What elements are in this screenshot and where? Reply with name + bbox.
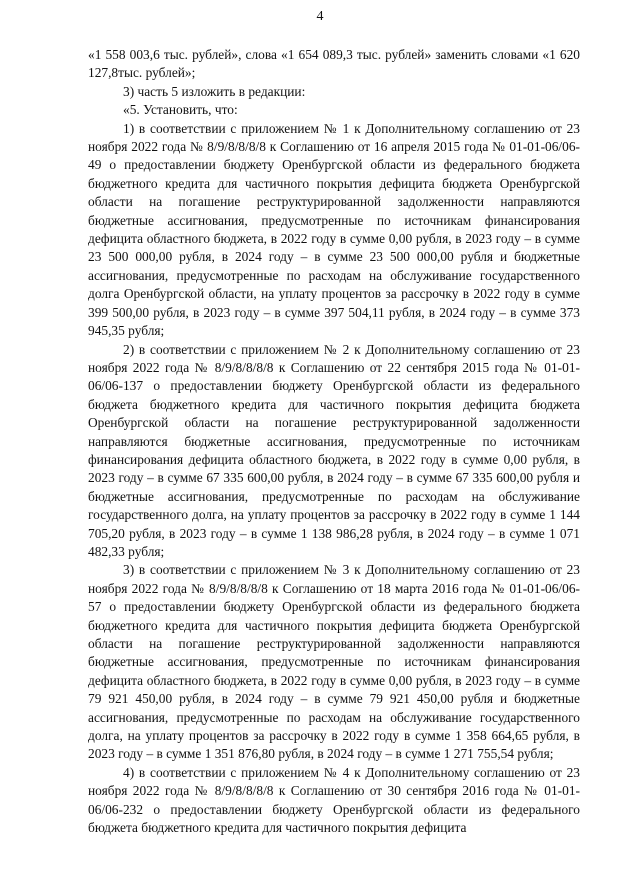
paragraph-subitem-4: 4) в соответствии с приложением № 4 к Дополнительному соглашению от 23 ноября 2022 года № 8/9/8/8/8/8 к Соглашению от 30 сентября 2016 года № 01-01-06/06-232 о предоставлении бюджету Оренбургской области из федерального бюджета бюджетного кредита для частичного покрытия дефицита xyxy=(88,764,580,836)
paragraph-subitem-1: 1) в соответствии с приложением № 1 к Дополнительному соглашению от 23 ноября 2022 года № 8/9/8/8/8/8 к Соглашению от 16 апреля 2015 года № 01-01-06/06-49 о предоставлении бюджету Оренбургской области из федерального бюджета бюджетного кредита для частичного покрытия дефицита бюджета Оренбургской области на погашение реструктурированной задолженности направляются бюджетные ассигнования, предусмотренные по источникам финансирования дефицита областного бюджета, в 2022 году в сумме 0,00 рубля, в 2023 году – в сумме 23 500 000,00 рубля, в 2024 году – в сумме 23 500 000,00 рубля и бюджетные ассигнования, предусмотренные по расходам на обслуживание государственного долга Оренбургской области, на уплату процентов за рассрочку в 2022 году в сумме 399 500,00 рубля, в 2023 году – в сумме 397 504,11 рубля, в 2024 году – в сумме 373 945,35 рубля; xyxy=(88,120,580,339)
paragraph-subitem-2: 2) в соответствии с приложением № 2 к Дополнительному соглашению от 23 ноября 2022 года № 8/9/8/8/8/8 к Соглашению от 22 сентября 2015 года № 01-01-06/06-137 о предоставлении бюджету Оренбургской области из федерального бюджета бюджетного кредита для частичного покрытия дефицита бюджета Оренбургской области на погашение реструктурированной задолженности направляются бюджетные ассигнования, предусмотренные по источникам финансирования дефицита областного бюджета, в 2022 году в сумме 0,00 рубля, в 2023 году – в сумме 67 335 600,00 рубля, в 2024 году – в сумме 67 335 600,00 рубля и бюджетные ассигнования, предусмотренные по расходам на обслуживание государственного долга, на уплату процентов за рассрочку в 2022 году в сумме 1 144 705,20 рубля, в 2023 году – в сумме 1 138 986,28 рубля, в 2024 году – в сумме 1 071 482,33 рубля; xyxy=(88,341,580,559)
paragraph-item-3: 3) часть 5 изложить в редакции: xyxy=(123,83,306,99)
paragraph-subitem-3: 3) в соответствии с приложением № 3 к Дополнительному соглашению от 23 ноября 2022 года № 8/9/8/8/8/8 к Соглашению от 18 марта 2016 года № 01-01-06/06-57 о предоставлении бюджету Оренбургской области из федерального бюджета бюджетного кредита для частичного покрытия дефицита бюджета Оренбургской области на погашение реструктурированной задолженности направляются бюджетные ассигнования, предусмотренные по источникам финансирования дефицита областного бюджета, в 2022 году в сумме 0,00 рубля, в 2023 году – в сумме 79 921 450,00 рубля, в 2024 году – в сумме 79 921 450,00 рубля и бюджетные ассигнования, предусмотренные по расходам на обслуживание государственного долга, на уплату процентов за рассрочку в 2022 году в сумме 1 358 664,65 рубля, в 2023 году – в сумме 1 351 876,80 рубля, в 2024 году – в сумме 1 271 755,54 рубля; xyxy=(88,562,580,762)
page-number: 4 xyxy=(316,9,324,24)
paragraph-part-5-intro: «5. Установить, что: xyxy=(123,102,238,118)
paragraph-continuation: «1 558 003,6 тыс. рублей», слова «1 654 089,3 тыс. рублей» заменить словами «1 620 127,8тыс. рублей»; xyxy=(88,47,580,81)
document-body xyxy=(88,46,580,837)
